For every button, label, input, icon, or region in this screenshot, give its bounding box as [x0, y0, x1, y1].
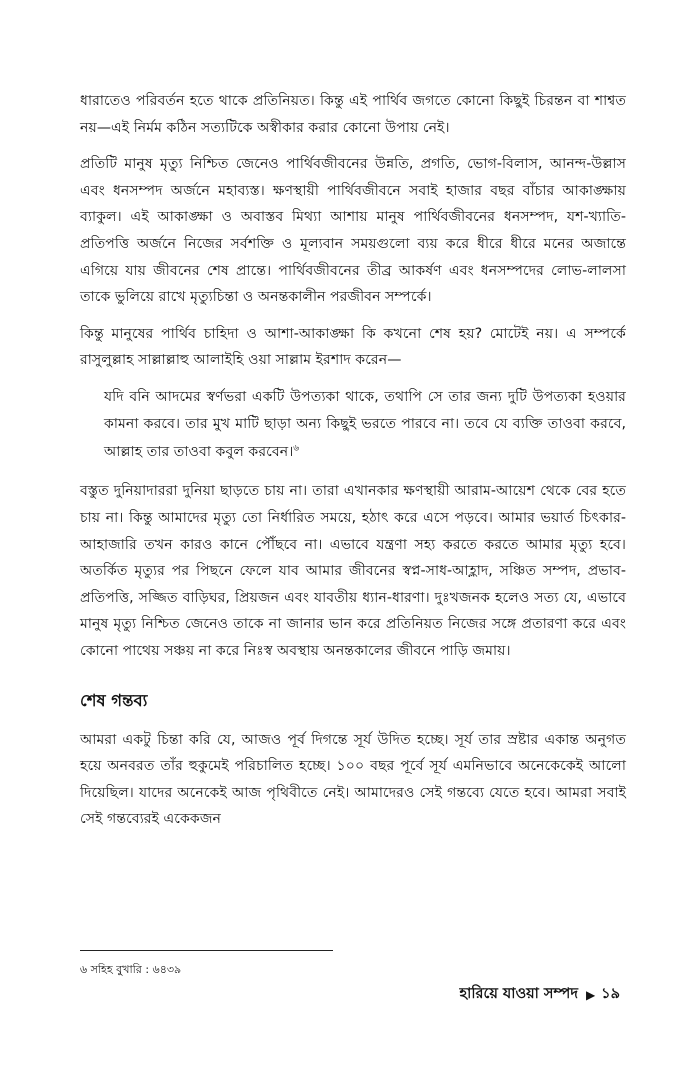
book-title: হারিয়ে যাওয়া সম্পদ — [459, 986, 578, 1002]
hadith-quote — [104, 384, 626, 467]
footnote-marker[interactable]: ৬ — [293, 443, 300, 454]
running-footer — [460, 983, 620, 1007]
paragraph-4: বস্তুত দুনিয়াদাররা দুনিয়া ছাড়তে চায় না। তারা এখানকার ক্ষণস্থায়ী আরাম-আয়েশ থেকে বের হতে চায় না। কিন্তু আমাদের মৃত্যু তো নির্ধারিত সময়ে, হঠাৎ করে এসে পড়বে। আমার ভয়ার্ত চিৎকার-আহাজারি তখন কারও কানে পৌঁছবে না। এভাবে যন্ত্রণা সহ্য করতে করতে আমার মৃত্যু হবে। অতর্কিত মৃত্যুর পর পিছনে ফেলে যাব আমার জীবনের স্বপ্ন-সাধ-আহ্লাদ, সঞ্চিত সম্পদ, প্রভাব-প্রতিপত্তি, সজ্জিত বাড়িঘর, প্রিয়জন এবং যাবতীয় ধ্যান-ধারণা। দুঃখজনক হলেও সত্য যে, এভাবে মানুষ মৃত্যু নিশ্চিত জেনেও তাকে না জানার ভান করে প্রতিনিয়ত নিজের সঙ্গে প্রতারণা করে এবং কোনো পাথেয় সঞ্চয় না করে নিঃস্ব অবস্থায় অনন্তকালের জীবনে পাড়ি জমায়। — [80, 483, 626, 659]
paragraph-2: প্রতিটি মানুষ মৃত্যু নিশ্চিত জেনেও পার্থিবজীবনের উন্নতি, প্রগতি, ভোগ-বিলাস, আনন্দ-উল্লাস এবং ধনসম্পদ অর্জনে মহাব্যস্ত। ক্ষণস্থায়ী পার্থিবজীবনে সবাই হাজার বছর বাঁচার আকাঙ্ক্ষায় ব্যাকুল। এই আকাঙ্ক্ষা ও অবাস্তব মিথ্যা আশায় মানুষ পার্থিবজীবনের ধনসম্পদ, যশ-খ্যাতি-প্রতিপত্তি অর্জনে নিজের সর্বশক্তি ও মূল্যবান সময়গুলো ব্যয় করে ধীরে ধীরে মনের অজান্তে এগিয়ে যায় জীবনের শেষ প্রান্তে। পার্থিবজীবনের তীব্র আকর্ষণ এবং ধনসম্পদের লোভ-লালসা তাকে ভুলিয়ে রাখে মৃত্যুচিন্তা ও অনন্তকালীন পরজীবন সম্পর্কে। — [80, 156, 626, 306]
hadith-quote-text: যদি বনি আদমের স্বর্ণভরা একটি উপত্যকা থাকে, তথাপি সে তার জন্য দুটি উপত্যকা হওয়ার কামনা করবে। তার মুখ মাটি ছাড়া অন্য কিছুই ভরতে পারবে না। তবে যে ব্যক্তি তাওবা করবে, আল্লাহ তার তাওবা কবুল করবেন। — [104, 388, 626, 460]
section-heading: শেষ গন্তব্য — [80, 690, 148, 710]
page-body — [80, 88, 626, 843]
section-paragraph: আমরা একটু চিন্তা করি যে, আজও পূর্ব দিগন্তে সূর্য উদিত হচ্ছে। সূর্য তার স্রষ্টার একান্ত অনুগত হয়ে অনবরত তাঁর হুকুমেই পরিচালিত হচ্ছে। ১০০ বছর পূর্বে সূর্য এমনিভাবে অনেকেকেই আলো দিয়েছিল। যাদের অনেকেই আজ পৃথিবীতে নেই। আমাদেরও সেই গন্তব্যে যেতে হবে। আমরা সবাই সেই গন্তব্যেরই একেকজন — [80, 731, 626, 828]
footnote-divider — [80, 950, 333, 951]
page-number: ১৯ — [601, 986, 620, 1002]
triangle-right-icon: ▶ — [585, 988, 596, 1002]
paragraph-1: ধারাতেও পরিবর্তন হতে থাকে প্রতিনিয়ত। কিন্তু এই পার্থিব জগতে কোনো কিছুই চিরন্তন বা শাশ্বত নয়—এই নির্মম কঠিন সত্যটিকে অস্বীকার করার কোনো উপায় নেই। — [80, 93, 626, 136]
paragraph-3: কিন্তু মানুষের পার্থিব চাহিদা ও আশা-আকাঙ্ক্ষা কি কখনো শেষ হয়? মোটেই নয়। এ সম্পর্কে রাসুলুল্লাহ সাল্লাল্লাহু আলাইহি ওয়া সাল্লাম ইরশাদ করেন— — [80, 325, 626, 369]
footnote: ৬ সহিহ বুখারি : ৬৪৩৯ — [80, 963, 182, 976]
